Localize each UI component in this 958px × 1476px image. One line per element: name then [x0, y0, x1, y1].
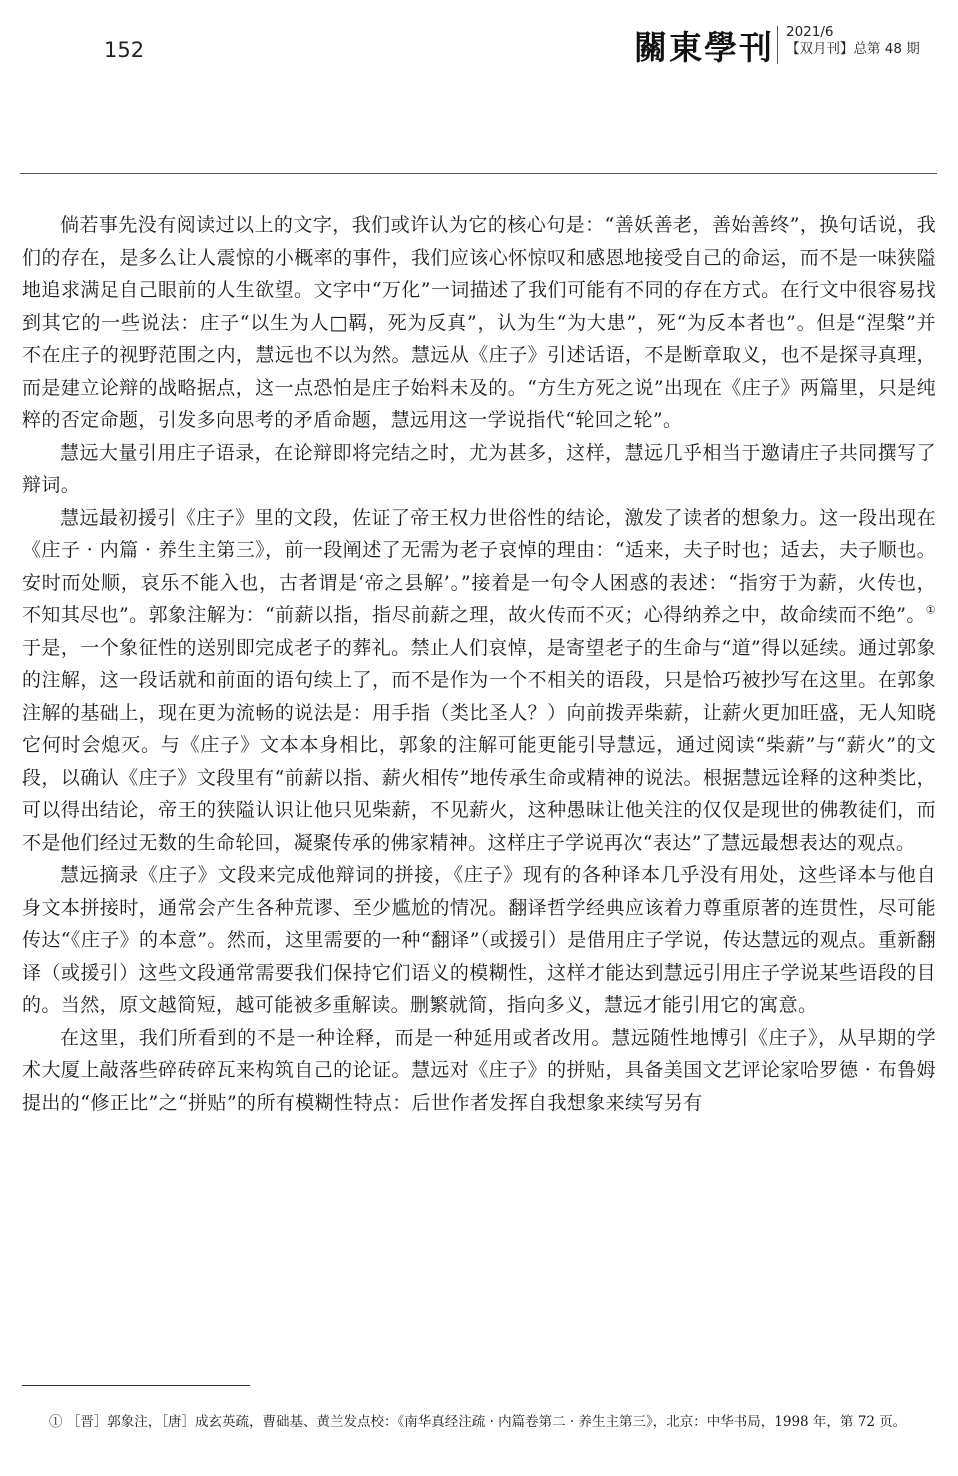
- paragraph: 慧远摘录《庄子》文段来完成他辩词的拼接，《庄子》现有的各种译本几乎没有用处，这些译本与他自身文本拼接时，通常会产生各种荒谬、至少尴尬的情况。翻译哲学经典应该着力尊重原著的连贯性，尽可能传达“《庄子》的本意”。然而，这里需要的一种“翻译”（或援引）是借用庄子学说，传达慧远的观点。重新翻译（或援引）这些文段通常需要我们保持它们语义的模糊性，这样才能达到慧远引用庄子学说某些语段的目的。当然，原文越简短，越可能被多重解读。删繁就简，指向多义，慧远才能引用它的寓意。: [22, 864, 936, 1016]
- page-number: 152: [104, 38, 145, 62]
- journal-logo: 關東學刊: [634, 28, 774, 67]
- article-body: [22, 209, 936, 1119]
- footnote-marker[interactable]: ①: [925, 603, 936, 617]
- issue-date: 2021/6: [786, 24, 834, 40]
- footnote-rule: [22, 1385, 250, 1386]
- footnote: ① ［晋］郭象注，［唐］成玄英疏，曹础基、黄兰发点校：《南华真经注疏 · 内篇卷第二 · 养生主第三》，北京：中华书局，1998 年，第 72 页。: [49, 1414, 907, 1430]
- issue-number: 【双月刊】总第 48 期: [786, 41, 920, 57]
- header-rule: [20, 173, 937, 174]
- paragraph: 慧远大量引用庄子语录，在论辩即将完结之时，尤为甚多，这样，慧远几乎相当于邀请庄子共同撰写了辩词。: [22, 441, 936, 496]
- paragraph-text: 慧远最初援引《庄子》里的文段，佐证了帝王权力世俗性的结论，激发了读者的想象力。这一段出现在《庄子 · 内篇 · 养生主第三》，前一段阐述了无需为老子哀悼的理由：“适来，夫子时也；适去，夫子顺也。安时而处顺，哀乐不能入也，古者谓是‘帝之县解’。”接着是一句令人困惑的表述：“指穷于为薪，火传也，不知其尽也”。郭象注解为：“前薪以指，指尽前薪之理，故火传而不灭；心得纳养之中，故命续而不绝”。: [22, 506, 936, 626]
- paragraph: 在这里，我们所看到的不是一种诠释，而是一种延用或者改用。慧远随性地博引《庄子》，从早期的学术大厦上敲落些碎砖碎瓦来构筑自己的论证。慧远对《庄子》的拼贴，具备美国文艺评论家哈罗德 · 布鲁姆提出的“修正比”之“拼贴”的所有模糊性特点：后世作者发挥自我想象来续写另有: [22, 1026, 936, 1114]
- paragraph: 倘若事先没有阅读过以上的文字，我们或许认为它的核心句是：“善妖善老，善始善终”，换句话说，我们的存在，是多么让人震惊的小概率的事件，我们应该心怀惊叹和感恩地接受自己的命运，而不是一味狭隘地追求满足自己眼前的人生欲望。文字中“万化”一词描述了我们可能有不同的存在方式。在行文中很容易找到其它的一些说法：庄子“以生为人□羁，死为反真”，认为生“为大患”，死“为反本者也”。但是“涅槃”并不在庄子的视野范围之内，慧远也不以为然。慧远从《庄子》引述话语，不是断章取义，也不是探寻真理，而是建立论辩的战略据点，这一点恐怕是庄子始料未及的。“方生方死之说”出现在《庄子》两篇里，只是纯粹的否定命题，引发多向思考的矛盾命题，慧远用这一学说指代“轮回之轮”。: [22, 214, 936, 431]
- header-divider: [777, 26, 778, 64]
- journal-issue-info: [786, 24, 920, 58]
- paragraph: [22, 502, 936, 860]
- paragraph-text: 于是，一个象征性的送别即完成老子的葬礼。禁止人们哀悼，是寄望老子的生命与“道”得以延续。通过郭象的注解，这一段话就和前面的语句续上了，而不是作为一个不相关的语段，只是恰巧被抄写在这里。在郭象注解的基础上，现在更为流畅的说法是：用手指（类比圣人？）向前拨弄柴薪，让薪火更加旺盛，无人知晓它何时会熄灭。与《庄子》文本本身相比，郭象的注解可能更能引导慧远，通过阅读“柴薪”与“薪火”的文段，以确认《庄子》文段里有“前薪以指、薪火相传”地传承生命或精神的说法。根据慧远诠释的这种类比，可以得出结论，帝王的狭隘认识让他只见柴薪，不见薪火，这种愚昧让他关注的仅仅是现世的佛教徒们，而不是他们经过无数的生命轮回，凝聚传承的佛家精神。这样庄子学说再次“表达”了慧远最想表达的观点。: [22, 636, 936, 854]
